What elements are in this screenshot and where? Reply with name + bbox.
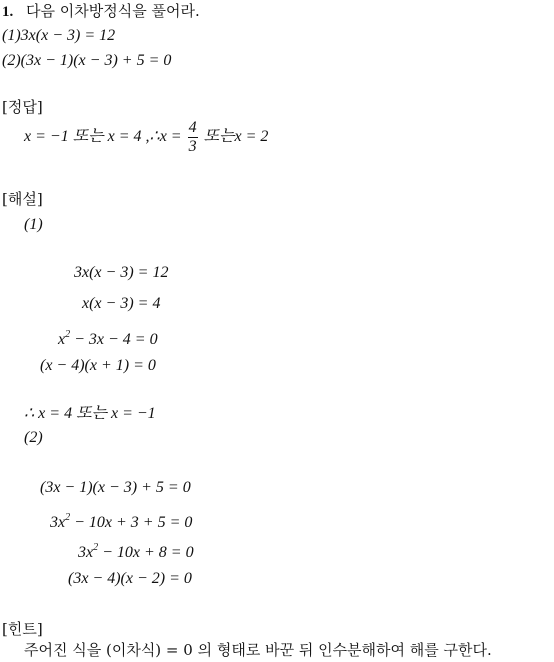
- solution-step-1-1: 3x(x − 3) = 12: [74, 264, 169, 281]
- answer-sep: ,∴x =: [141, 128, 186, 146]
- fraction-denominator: 3: [188, 138, 197, 155]
- problem-header: [2, 2, 200, 21]
- solution-step-1-2: x(x − 3) = 4: [82, 295, 161, 312]
- problem-item-2: (2)(3x − 1)(x − 3) + 5 = 0: [2, 52, 172, 69]
- solution-step-1-4: (x − 4)(x + 1) = 0: [40, 357, 156, 374]
- problem-item-1: (1)3x(x − 3) = 12: [2, 27, 116, 44]
- hint-text: 주어진 식을 (이차식) = 0 의 형태로 바꾼 뒤 인수분해하여 해를 구한다.: [24, 641, 492, 659]
- answer-fraction: [188, 119, 198, 156]
- solution-part1-label: (1): [24, 216, 43, 233]
- answer-part1: x = −1 또는 x = 4: [24, 128, 142, 146]
- solution-step-2-3: $3x^2 - 10x + 8 = 0$: [78, 542, 194, 561]
- solution-step-1-3: $x^2 - 3x - 4 = 0$: [58, 329, 158, 348]
- problem-instruction: 다음 이차방정식을 풀어라.: [26, 2, 200, 20]
- answer-line: [24, 119, 268, 156]
- fraction-numerator: 4: [188, 119, 197, 136]
- solution-step-2-1: (3x − 1)(x − 3) + 5 = 0: [40, 479, 191, 496]
- solution-part1-conclusion: ∴ x = 4 또는 x = −1: [24, 405, 156, 422]
- hint-heading: [힌트]: [2, 620, 43, 638]
- problem-number: 1.: [2, 4, 14, 20]
- answer-tail: 또는x = 2: [199, 128, 269, 146]
- solution-heading: [해설]: [2, 190, 43, 208]
- answer-heading: [정답]: [2, 98, 43, 116]
- solution-step-2-4: (3x − 4)(x − 2) = 0: [68, 570, 192, 587]
- solution-part2-label: (2): [24, 429, 43, 446]
- solution-step-2-2: $3x^2 - 10x + 3 + 5 = 0$: [50, 512, 193, 531]
